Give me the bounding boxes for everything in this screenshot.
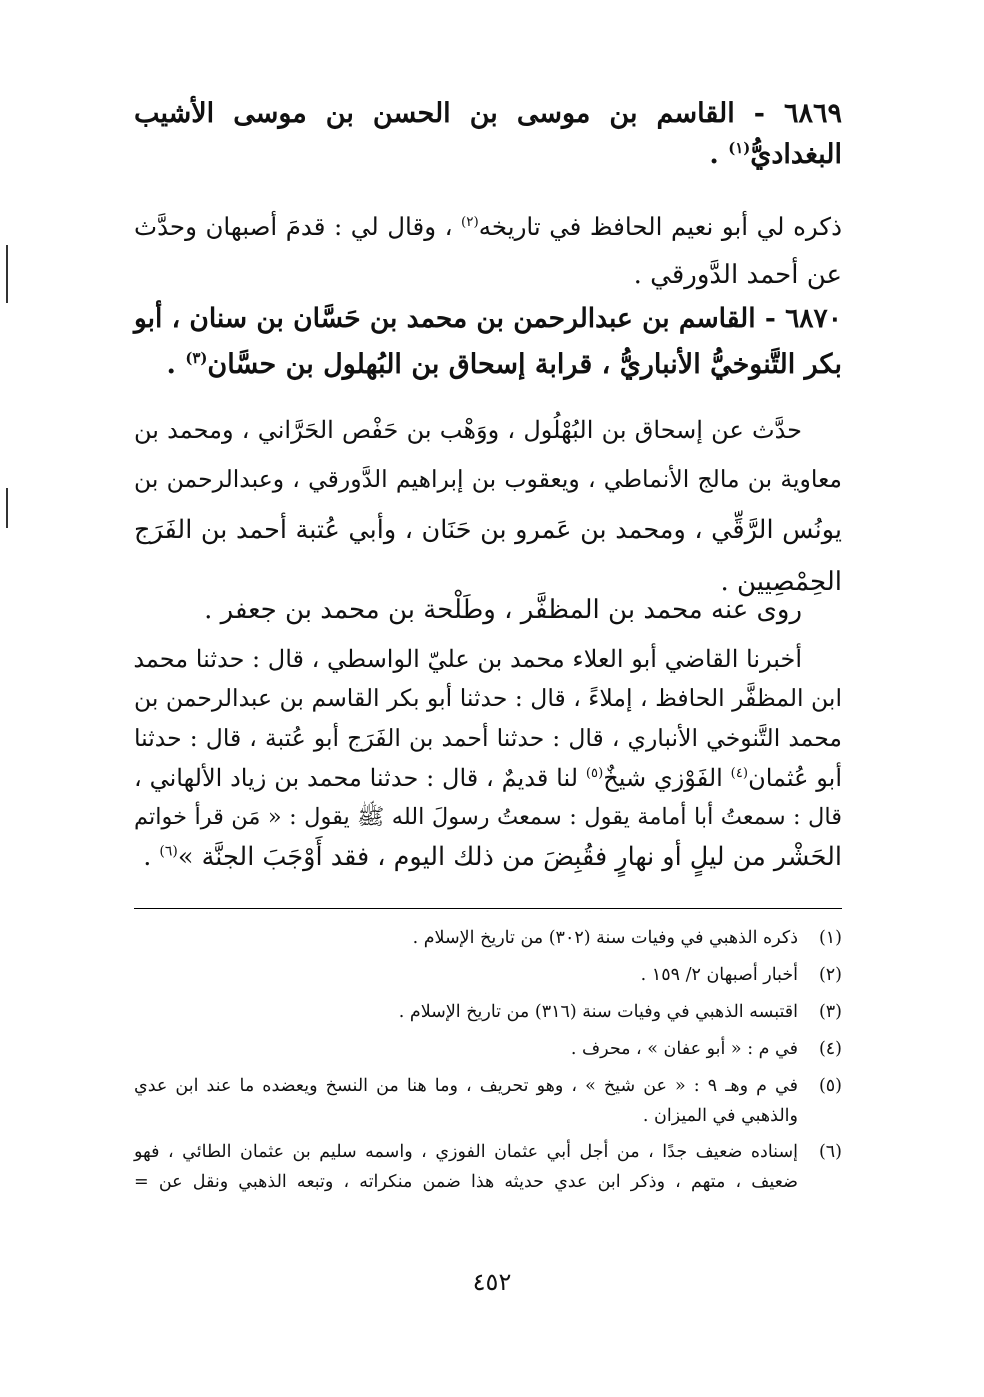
heading-end: . [166, 348, 186, 380]
body-line: معاوية بن مالج الأنماطي ، ويعقوب بن إبراهيم الدَّورقي ، وعبدالرحمن بن [134, 465, 842, 493]
body-line: الحِمْصِيين . [720, 567, 842, 597]
body-line [134, 766, 842, 790]
body-line: يونُس الرَّقِّي ، ومحمد بن عَمرو بن حَنَان ، وأبي عُتبة أحمد بن الفَرَج [134, 514, 842, 545]
footnote-ref: (٢) [461, 213, 479, 230]
footnote-ref: (٥) [585, 766, 604, 781]
paragraph-hadith [134, 647, 842, 870]
entry-heading-line [134, 141, 842, 168]
footnote-ref: (٤) [730, 766, 749, 781]
footnote-text: أخبار أصبهان ٢/ ١٥٩ . [640, 965, 798, 985]
footnote-ref: (١) [728, 139, 751, 157]
footnote-number: (٢) [818, 965, 842, 985]
body-line: ابن المظفَّر الحافظ ، إملاءً ، قال : حدثنا أبو بكر القاسم بن عبدالرحمن بن [134, 684, 842, 712]
footnote-number: (٤) [818, 1039, 842, 1059]
entry-6869 [134, 100, 842, 168]
body-line [134, 841, 842, 872]
body-text: الفَوْزي شيخٌ [603, 764, 731, 792]
footnote-text: ذكره الذهبي في وفيات سنة (٣٠٢) من تاريخ الإسلام . [412, 928, 798, 948]
body-text: . [143, 841, 160, 872]
body-line: روى عنه محمد بن المظفَّر ، وطَلْحة بن محمد بن جعفر . [204, 595, 802, 625]
footnote-text: ضعيف ، متهم ، وذكر ابن عدي حديثه هذا ضمن منكراته ، وتبعه الذهبي ونقل عن = [134, 1171, 798, 1192]
heading-text: البغداديُّ [750, 139, 842, 170]
footnote [134, 928, 842, 948]
body-text: ، وقال لي : قدمَ أصبهان وحدَّث [134, 212, 462, 241]
body-line: أخبرنا القاضي أبو العلاء محمد بن عليّ الواسطي ، قال : حدثنا محمد [133, 645, 802, 673]
body-line: حدَّث عن إسحاق بن البُهْلُول ، ووَهْب بن حَفْص الحَرَّاني ، ومحمد بن [134, 416, 802, 444]
footnote [134, 1039, 842, 1059]
paragraph-narrators [134, 418, 842, 595]
footnote-ref: (٦) [159, 843, 178, 859]
footnote-ref: (٣) [185, 348, 208, 367]
body-line: محمد التَّنوخي الأنباري ، قال : حدثنا أحمد بن الفَرَج أبو عُتبة ، قال : حدثنا [134, 723, 842, 752]
paragraph-transmitters [134, 597, 842, 623]
entry-6870 [133, 303, 842, 380]
footnote-number: (٦) [818, 1142, 842, 1162]
heading-text: بكر التَّنوخيُّ الأنباريُّ ، قرابة إسحاق بن البُهلول بن حسَّان [207, 348, 842, 380]
body-line: عن أحمد الدَّورقي . [633, 259, 842, 290]
margin-mark-top [6, 245, 8, 303]
footnote-number: (٥) [818, 1076, 842, 1096]
footnote [134, 1002, 842, 1022]
footnote-text: في م : « أبو عفان » ، محرف . [570, 1039, 798, 1059]
body-text: الحَشْر من ليلٍ أو نهارٍ فقُبِضَ من ذلك اليوم ، فقد أَوْجَبَ الجنَّة » [177, 841, 842, 872]
footnote-text: في م وهـ ٩ : « عن شيخ » ، وهو تحريف ، وما هنا من النسخ ويعضده ما عند ابن عدي [134, 1076, 798, 1096]
footnote-number: (١) [818, 928, 842, 948]
entry-heading-line [134, 348, 842, 380]
entry-heading-line: ٦٨٧٠ - القاسم بن عبدالرحمن بن محمد بن حَسَّان بن سنان ، أبو [133, 303, 842, 334]
body-text: ذكره لي أبو نعيم الحافظ في تاريخه [478, 212, 842, 241]
page-number: ٤٥٢ [472, 1268, 512, 1296]
footnote [134, 1142, 842, 1191]
entry-6869-body [134, 212, 842, 290]
body-line: قال : سمعتُ أبا أمامة يقول : سمعتُ رسولَ الله ﷺ يقول : « مَن قرأ خواتم [134, 804, 842, 830]
body-line [134, 212, 842, 241]
footnote [134, 965, 842, 985]
footnote-rule [134, 908, 842, 909]
entry-heading-line: ٦٨٦٩ - القاسم بن موسى بن الحسن بن موسى الأشيب [134, 98, 842, 129]
footnote-text: إسناده ضعيف جدًا ، من أجل أبي عثمان الفوزي ، واسمه سليم بن عثمان الطائي ، فهو [134, 1142, 798, 1162]
footnote-text: اقتبسه الذهبي في وفيات سنة (٣١٦) من تاريخ الإسلام . [398, 1002, 798, 1022]
footnote [134, 1076, 842, 1125]
body-text: لنا قديمٌ ، قال : حدثنا محمد بن زياد الألهاني ، [134, 764, 586, 792]
body-text: أبو عُثمان [748, 764, 843, 792]
footnote-text: والذهبي في الميزان . [642, 1105, 798, 1126]
footnote-number: (٣) [818, 1002, 842, 1022]
footnotes [134, 928, 842, 1191]
margin-mark-bottom [6, 488, 8, 528]
heading-end: . [709, 139, 729, 170]
